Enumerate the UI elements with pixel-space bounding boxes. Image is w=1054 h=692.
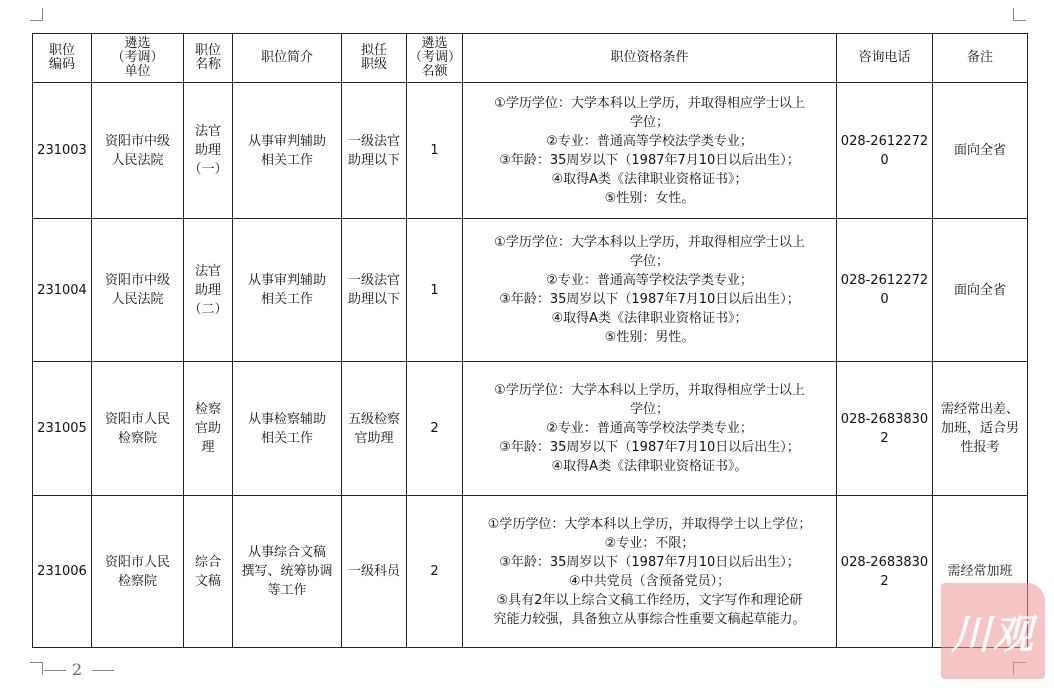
cell-unit: 资阳市人民 检察院	[92, 496, 184, 648]
footer-rule-left	[44, 670, 66, 671]
cell-quota: 1	[407, 219, 463, 362]
cell-unit: 资阳市人民 检察院	[92, 362, 184, 496]
crop-mark-top-right	[1013, 8, 1026, 21]
cell-requirements: ①学历学位：大学本科以上学历，并取得相应学士以上 学位； ②专业：普通高等学校法学类专业； ③年龄：35周岁以下（1987年7月10日以后出生）； ④取得A类《法律职业资格证书》； ⑤性别：女性。	[463, 83, 837, 219]
cell-note: 面向全省	[933, 83, 1028, 219]
cell-code: 231005	[33, 362, 92, 496]
header-level: 拟任 职级	[342, 34, 407, 83]
header-requirements: 职位资格条件	[463, 34, 837, 83]
table-header-row	[33, 34, 1028, 83]
cell-title: 法官 助理 （二）	[184, 219, 233, 362]
header-unit: 遴选 （考调） 单位	[92, 34, 184, 83]
cell-note: 需经常出差、 加班，适合男 性报考	[933, 362, 1028, 496]
header-note: 备注	[933, 34, 1028, 83]
table-row	[33, 362, 1028, 496]
crop-mark-bottom-left	[30, 662, 43, 675]
header-code: 职位 编码	[33, 34, 92, 83]
cell-intro: 从事审判辅助 相关工作	[233, 83, 342, 219]
cell-level: 一级科员	[342, 496, 407, 648]
table-row	[33, 83, 1028, 219]
job-table	[32, 33, 1028, 648]
cell-note: 面向全省	[933, 219, 1028, 362]
cell-phone: 028-26122720	[837, 219, 933, 362]
cell-title: 检察 官助 理	[184, 362, 233, 496]
cell-phone: 028-26838302	[837, 362, 933, 496]
cell-phone: 028-26838302	[837, 496, 933, 648]
cell-requirements: ①学历学位：大学本科以上学历，并取得相应学士以上 学位； ②专业：普通高等学校法学类专业； ③年龄：35周岁以下（1987年7月10日以后出生）； ④取得A类《法律职业资格证书》。	[463, 362, 837, 496]
cell-quota: 2	[407, 496, 463, 648]
cell-requirements: ①学历学位：大学本科以上学历，并取得相应学士以上 学位； ②专业：普通高等学校法学类专业； ③年龄：35周岁以下（1987年7月10日以后出生）； ④取得A类《法律职业资格证书》； ⑤性别：男性。	[463, 219, 837, 362]
cell-quota: 1	[407, 83, 463, 219]
cell-unit: 资阳市中级 人民法院	[92, 83, 184, 219]
cell-quota: 2	[407, 362, 463, 496]
cell-title: 法官 助理 （一）	[184, 83, 233, 219]
cell-level: 一级法官 助理以下	[342, 219, 407, 362]
cell-note: 需经常加班	[933, 496, 1028, 648]
cell-intro: 从事综合文稿 撰写、统筹协调 等工作	[233, 496, 342, 648]
watermark-logo: 川观	[941, 583, 1045, 679]
cell-code: 231006	[33, 496, 92, 648]
crop-mark-top-left	[30, 8, 43, 21]
cell-requirements: ①学历学位：大学本科以上学历，并取得学士以上学位； ②专业：不限； ③年龄：35周岁以下（1987年7月10日以后出生）； ④中共党员（含预备党员）； ⑤具有2年以上综合文稿工作经历，文字写作和理论研 究能力较强，具备独立从事综合性重要文稿起草能力。	[463, 496, 837, 648]
footer-rule-right	[92, 670, 114, 671]
header-quota: 遴选 （考调） 名额	[407, 34, 463, 83]
table-row	[33, 219, 1028, 362]
table-row	[33, 496, 1028, 648]
cell-level: 一级法官 助理以下	[342, 83, 407, 219]
cell-code: 231004	[33, 219, 92, 362]
cell-code: 231003	[33, 83, 92, 219]
page-number: 2	[72, 660, 83, 679]
header-intro: 职位简介	[233, 34, 342, 83]
cell-phone: 028-26122720	[837, 83, 933, 219]
cell-unit: 资阳市中级 人民法院	[92, 219, 184, 362]
cell-intro: 从事审判辅助 相关工作	[233, 219, 342, 362]
cell-intro: 从事检察辅助 相关工作	[233, 362, 342, 496]
header-title: 职位 名称	[184, 34, 233, 83]
cell-title: 综合 文稿	[184, 496, 233, 648]
header-phone: 咨询电话	[837, 34, 933, 83]
cell-level: 五级检察 官助理	[342, 362, 407, 496]
